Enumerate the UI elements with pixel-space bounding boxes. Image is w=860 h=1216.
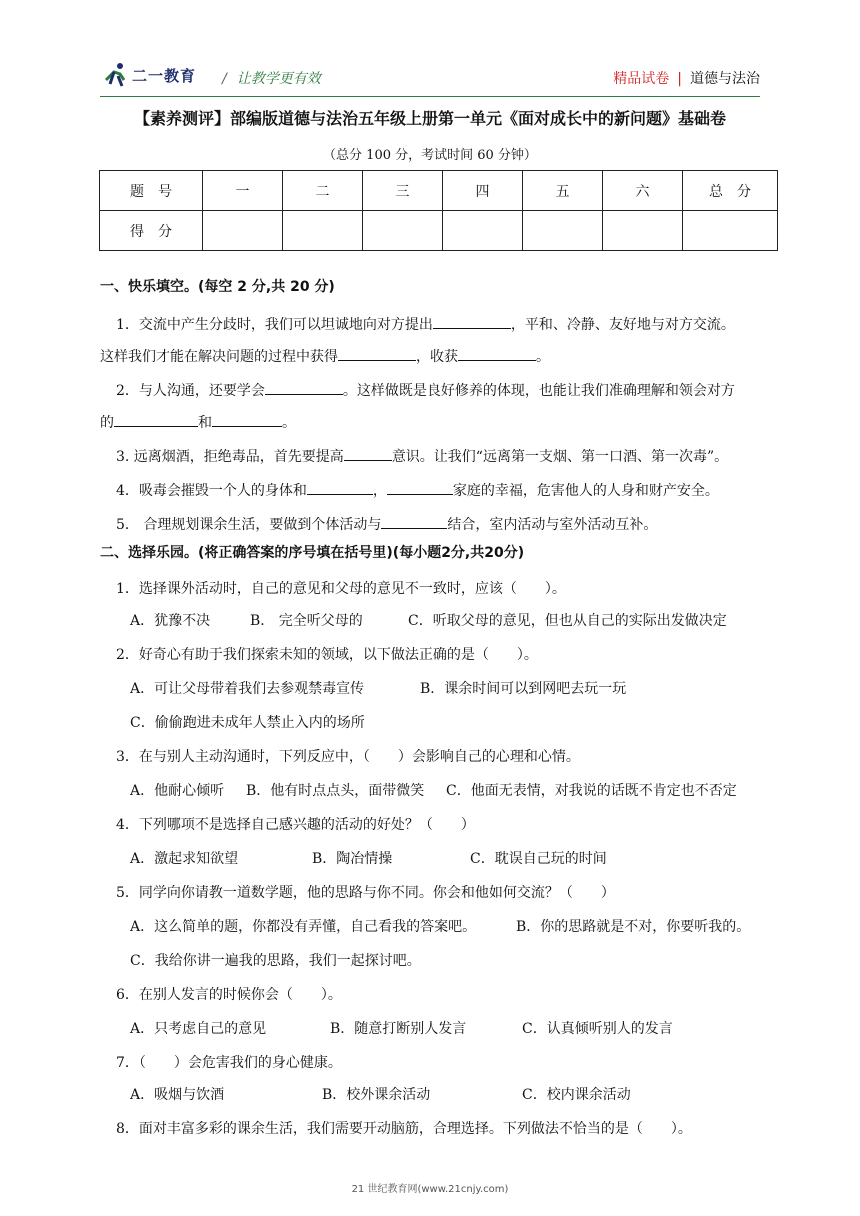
score-input-cell[interactable] xyxy=(603,211,683,251)
score-table-header-row xyxy=(100,171,778,211)
score-input-cell[interactable] xyxy=(203,211,283,251)
question-stem: 4．下列哪项不是选择自己感兴趣的活动的好处？（ ） xyxy=(116,817,475,833)
option-c[interactable]: C．我给你讲一遍我的思路，我们一起探讨吧。 xyxy=(130,953,421,969)
question-line: 2．与人沟通，还要学会 。这样做既是良好修养的体现，也能让我们准确理解和领会对方 xyxy=(116,380,735,400)
page-footer: 21 世纪教育网(www.21cnjy.com) xyxy=(351,1184,509,1195)
answer-blank[interactable] xyxy=(338,346,416,361)
header-tags: 精品试卷 | 道德与法治 xyxy=(613,71,760,87)
option-b[interactable]: B． 完全听父母的 xyxy=(250,613,363,629)
section-2-heading: 二、选择乐园。(将正确答案的序号填在括号里)(每小题2分,共20分) xyxy=(100,545,525,561)
answer-blank[interactable] xyxy=(433,314,511,329)
answer-blank[interactable] xyxy=(344,446,392,461)
answer-blank[interactable] xyxy=(458,346,536,361)
score-input-cell[interactable] xyxy=(443,211,523,251)
question-line: 的 和 。 xyxy=(100,412,296,432)
question-stem: 2．好奇心有助于我们探索未知的领域，以下做法正确的是（ ）。 xyxy=(116,647,538,663)
score-cell: 三 xyxy=(363,171,443,211)
option-a[interactable]: A．可让父母带着我们去参观禁毒宣传 xyxy=(130,681,365,697)
question-line: 4．吸毒会摧毁一个人的身体和 ， 家庭的幸福，危害他人的人身和财产安全。 xyxy=(116,480,719,500)
slogan: / 让教学更有效 xyxy=(222,71,321,87)
question-line: 3. 远离烟酒，拒绝毒品，首先要提高 意识。让我们“远离第一支烟、第一口酒、第一次毒”。 xyxy=(116,446,728,466)
option-a[interactable]: A．犹豫不决 xyxy=(130,613,211,629)
option-c[interactable]: C．他面无表情，对我说的话既不肯定也不否定 xyxy=(446,783,737,799)
question-line: 5． 合理规划课余生活，要做到个体活动与 结合，室内活动与室外活动互补。 xyxy=(116,514,657,534)
score-cell: 总 分 xyxy=(683,171,778,211)
option-a[interactable]: A．吸烟与饮酒 xyxy=(130,1087,225,1103)
option-c[interactable]: C．偷偷跑进未成年人禁止入内的场所 xyxy=(130,715,365,731)
option-c[interactable]: C．听取父母的意见，但也从自己的实际出发做决定 xyxy=(408,613,727,629)
option-a[interactable]: A．只考虑自己的意见 xyxy=(130,1021,267,1037)
question-stem: 7．（ ）会危害我们的身心健康。 xyxy=(116,1055,342,1071)
score-input-cell[interactable] xyxy=(523,211,603,251)
score-cell: 四 xyxy=(443,171,523,211)
answer-blank[interactable] xyxy=(265,380,343,395)
answer-blank[interactable] xyxy=(114,412,198,427)
logo xyxy=(100,60,196,90)
score-table xyxy=(99,170,778,251)
option-a[interactable]: A．这么简单的题，你都没有弄懂，自己看我的答案吧。 xyxy=(130,919,477,935)
answer-blank[interactable] xyxy=(381,514,447,529)
answer-blank[interactable] xyxy=(307,480,373,495)
header-divider xyxy=(100,96,760,97)
logo-text: 二一教育 xyxy=(132,66,197,85)
score-cell: 得 分 xyxy=(100,211,203,251)
answer-blank[interactable] xyxy=(212,412,282,427)
option-a[interactable]: A．激起求知欲望 xyxy=(130,851,239,867)
runner-logo-icon xyxy=(100,60,130,90)
option-b[interactable]: B．你的思路就是不对，你要听我的。 xyxy=(516,919,751,935)
option-b[interactable]: B．他有时点点头，面带微笑 xyxy=(246,783,425,799)
option-b[interactable]: B．随意打断别人发言 xyxy=(330,1021,467,1037)
subject-label: 道德与法治 xyxy=(690,71,760,87)
option-b[interactable]: B．陶冶情操 xyxy=(312,851,393,867)
option-a[interactable]: A．他耐心倾听 xyxy=(130,783,225,799)
score-input-cell[interactable] xyxy=(363,211,443,251)
score-input-cell[interactable] xyxy=(683,211,778,251)
section-1-heading: 一、快乐填空。(每空 2 分,共 20 分) xyxy=(100,279,335,295)
page-subtitle: （总分 100 分，考试时间 60 分钟） xyxy=(323,148,537,163)
score-cell: 六 xyxy=(603,171,683,211)
score-cell: 五 xyxy=(523,171,603,211)
option-c[interactable]: C．耽误自己玩的时间 xyxy=(470,851,607,867)
score-cell: 二 xyxy=(283,171,363,211)
option-b[interactable]: B．校外课余活动 xyxy=(322,1087,431,1103)
page-header xyxy=(100,60,760,100)
score-input-cell[interactable] xyxy=(283,211,363,251)
answer-blank[interactable] xyxy=(387,480,453,495)
question-stem: 5．同学向你请教一道数学题，他的思路与你不同。你会和他如何交流？（ ） xyxy=(116,885,615,901)
question-line: 1．交流中产生分歧时，我们可以坦诚地向对方提出 ，平和、冷静、友好地与对方交流。 xyxy=(116,314,735,334)
question-stem: 6．在别人发言的时候你会（ ）。 xyxy=(116,987,342,1003)
score-table-score-row xyxy=(100,211,778,251)
question-stem: 1．选择课外活动时，自己的意见和父母的意见不一致时，应该（ ）。 xyxy=(116,581,566,597)
score-cell: 一 xyxy=(203,171,283,211)
option-b[interactable]: B．课余时间可以到网吧去玩一玩 xyxy=(420,681,627,697)
score-cell: 题 号 xyxy=(100,171,203,211)
option-c[interactable]: C．认真倾听别人的发言 xyxy=(522,1021,673,1037)
quality-tag: 精品试卷 xyxy=(613,71,670,87)
question-stem: 3．在与别人主动沟通时，下列反应中，（ ）会影响自己的心理和心情。 xyxy=(116,749,580,765)
option-c[interactable]: C．校内课余活动 xyxy=(522,1087,631,1103)
page-title: 【素养测评】部编版道德与法治五年级上册第一单元《面对成长中的新问题》基础卷 xyxy=(133,109,726,128)
question-stem: 8．面对丰富多彩的课余生活，我们需要开动脑筋，合理选择。下列做法不恰当的是（ ）。 xyxy=(116,1121,692,1137)
question-line: 这样我们才能在解决问题的过程中获得 ，收获 。 xyxy=(100,346,550,366)
